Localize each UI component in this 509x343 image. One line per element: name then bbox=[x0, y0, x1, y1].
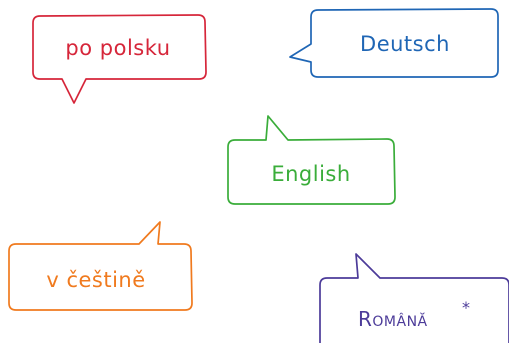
bubble-czech[interactable] bbox=[9, 222, 192, 310]
bubble-czech-label: v češtině bbox=[46, 268, 146, 292]
bubble-romanian-asterisk: * bbox=[462, 298, 471, 317]
bubble-english-label: English bbox=[271, 162, 351, 186]
bubble-english[interactable] bbox=[228, 116, 395, 204]
bubble-romanian[interactable] bbox=[320, 254, 509, 343]
bubble-german-label: Deutsch bbox=[360, 32, 450, 56]
bubble-polish[interactable] bbox=[33, 15, 206, 103]
bubble-romanian-label: Română bbox=[358, 307, 428, 331]
bubble-polish-label: po polsku bbox=[65, 36, 171, 60]
bubble-german[interactable] bbox=[290, 9, 498, 77]
